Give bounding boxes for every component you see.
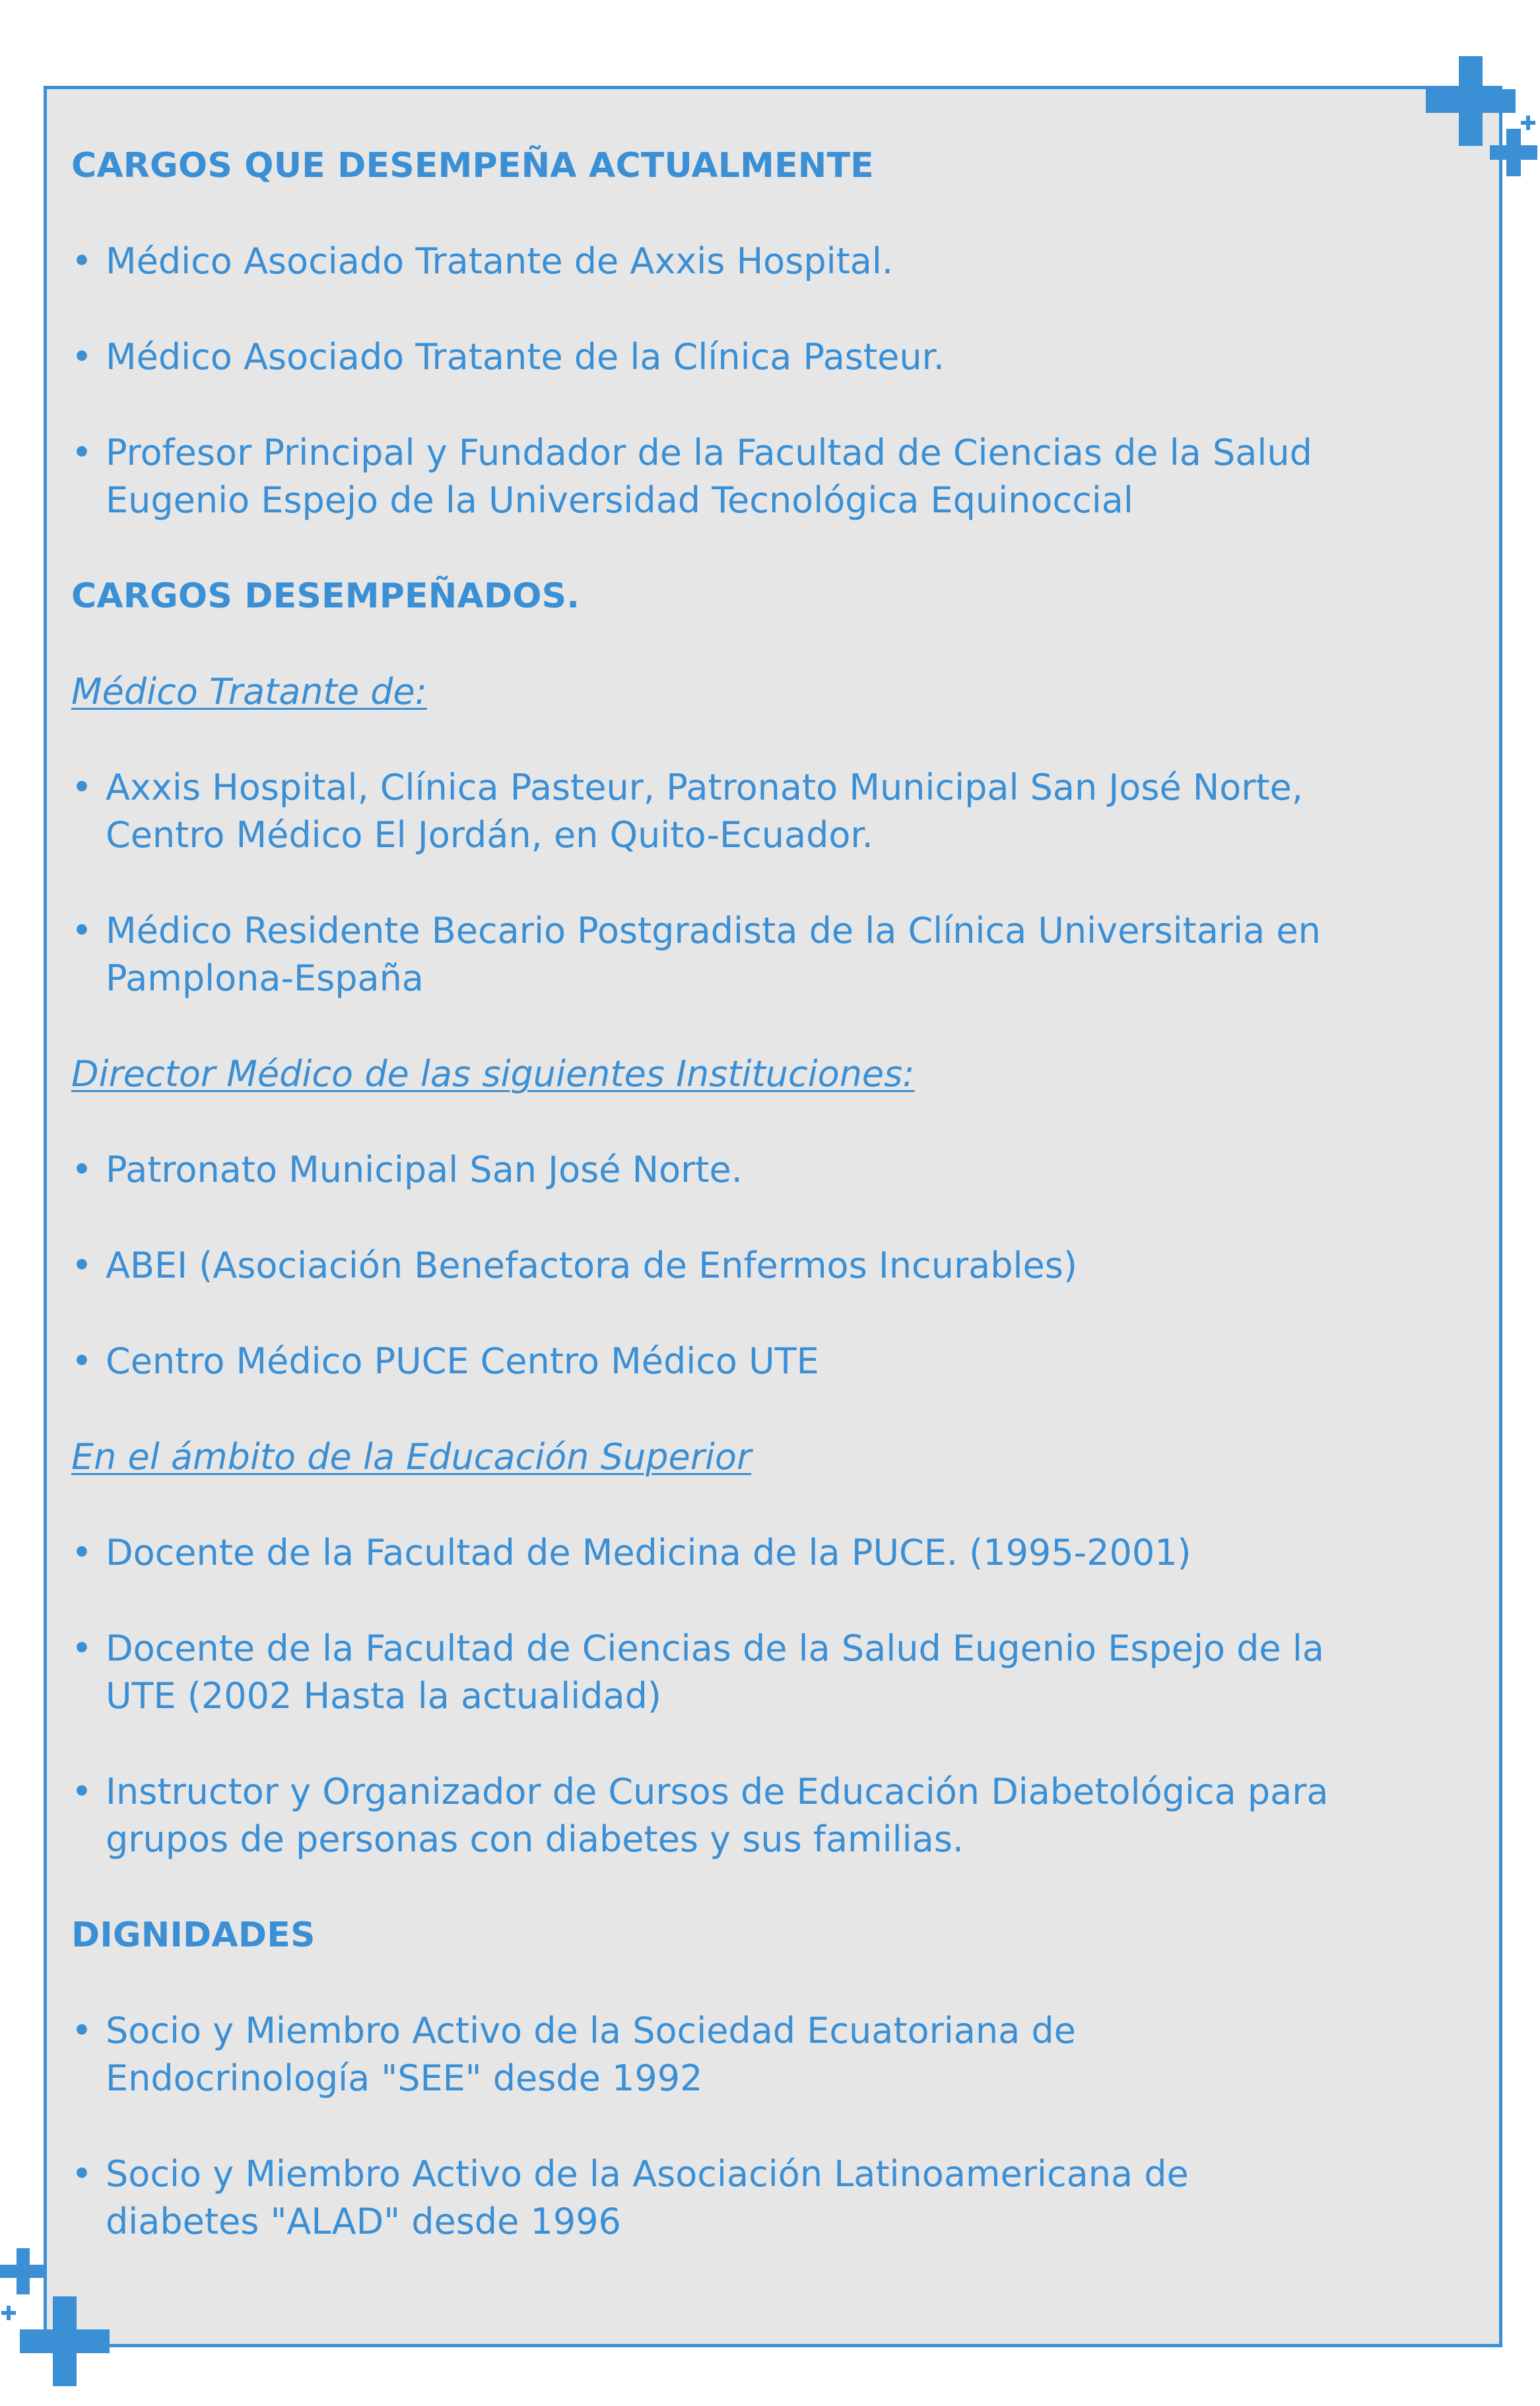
list-item	[71, 1242, 1484, 1289]
list-item	[71, 2007, 1484, 2102]
list-item-text: ABEI (Asociación Benefactora de Enfermos Incurables)	[106, 1245, 1077, 1286]
list-item-text: Médico Residente Becario Postgradista de la Clínica Universitaria en Pamplona-España	[106, 910, 1321, 999]
list-item	[71, 1529, 1484, 1577]
bullet-icon: •	[71, 1149, 92, 1190]
list-item-text: Docente de la Facultad de Medicina de la PUCE. (1995-2001)	[106, 1532, 1191, 1573]
list-item	[71, 333, 1484, 381]
list-item-text: Médico Asociado Tratante de Axxis Hospital.	[106, 240, 894, 282]
list-item	[71, 1146, 1484, 1194]
list-item-text: Patronato Municipal San José Norte.	[106, 1149, 743, 1190]
list-item-text: Socio y Miembro Activo de la Sociedad Ecuatoriana de Endocrinología "SEE" desde 1992	[106, 2010, 1076, 2099]
subheading-attending: Médico Tratante de:	[71, 671, 427, 712]
bullet-icon: •	[71, 432, 92, 473]
medical-cross-icon	[0, 2265, 46, 2278]
bullet-icon: •	[71, 2010, 92, 2051]
section-heading-current-positions: CARGOS QUE DESEMPEÑA ACTUALMENTE	[71, 146, 874, 186]
section-heading-dignities: DIGNIDADES	[71, 1915, 316, 1955]
bullet-icon: •	[71, 1340, 92, 1382]
bullet-icon: •	[71, 1628, 92, 1669]
section-heading-past-positions: CARGOS DESEMPEÑADOS.	[71, 576, 580, 616]
subheading-director: Director Médico de las siguientes Instituciones:	[71, 1053, 915, 1095]
list-item-text: Instructor y Organizador de Cursos de Educación Diabetológica para grupos de personas con diabetes y sus familias.	[106, 1771, 1329, 1860]
medical-cross-icon	[1426, 89, 1516, 113]
bullet-icon: •	[71, 1245, 92, 1286]
subheading-education: En el ámbito de la Educación Superior	[71, 1436, 752, 1478]
list-item	[71, 764, 1484, 859]
list-item	[71, 1625, 1484, 1720]
list-item-text: Axxis Hospital, Clínica Pasteur, Patronato Municipal San José Norte, Centro Médico El Jordán, en Quito-Ecuador.	[106, 767, 1304, 856]
list-item-text: Centro Médico PUCE Centro Médico UTE	[106, 1340, 819, 1382]
list-item	[71, 429, 1484, 524]
list-item-text: Docente de la Facultad de Ciencias de la Salud Eugenio Espejo de la UTE (2002 Hasta la actualidad)	[106, 1628, 1324, 1717]
medical-cross-icon	[1521, 121, 1535, 125]
list-item-text: Socio y Miembro Activo de la Asociación Latinoamericana de diabetes "ALAD" desde 1996	[106, 2153, 1189, 2242]
bullet-icon: •	[71, 240, 92, 282]
bullet-icon: •	[71, 336, 92, 378]
medical-cross-icon	[1490, 145, 1537, 160]
bullet-icon: •	[71, 910, 92, 951]
bullet-icon: •	[71, 767, 92, 808]
cv-content	[71, 142, 1484, 2294]
medical-cross-icon	[1, 2311, 16, 2315]
bullet-icon: •	[71, 1771, 92, 1812]
list-item	[71, 1338, 1484, 1385]
list-item-text: Médico Asociado Tratante de la Clínica Pasteur.	[106, 336, 945, 378]
bullet-icon: •	[71, 1532, 92, 1573]
list-item	[71, 238, 1484, 285]
list-item	[71, 1768, 1484, 1863]
list-item	[71, 907, 1484, 1002]
medical-cross-icon	[20, 2329, 110, 2353]
bullet-icon: •	[71, 2153, 92, 2195]
list-item	[71, 2150, 1484, 2246]
list-item-text: Profesor Principal y Fundador de la Facultad de Ciencias de la Salud Eugenio Espejo de la Universidad Tecnológica Equinoccial	[106, 432, 1312, 521]
